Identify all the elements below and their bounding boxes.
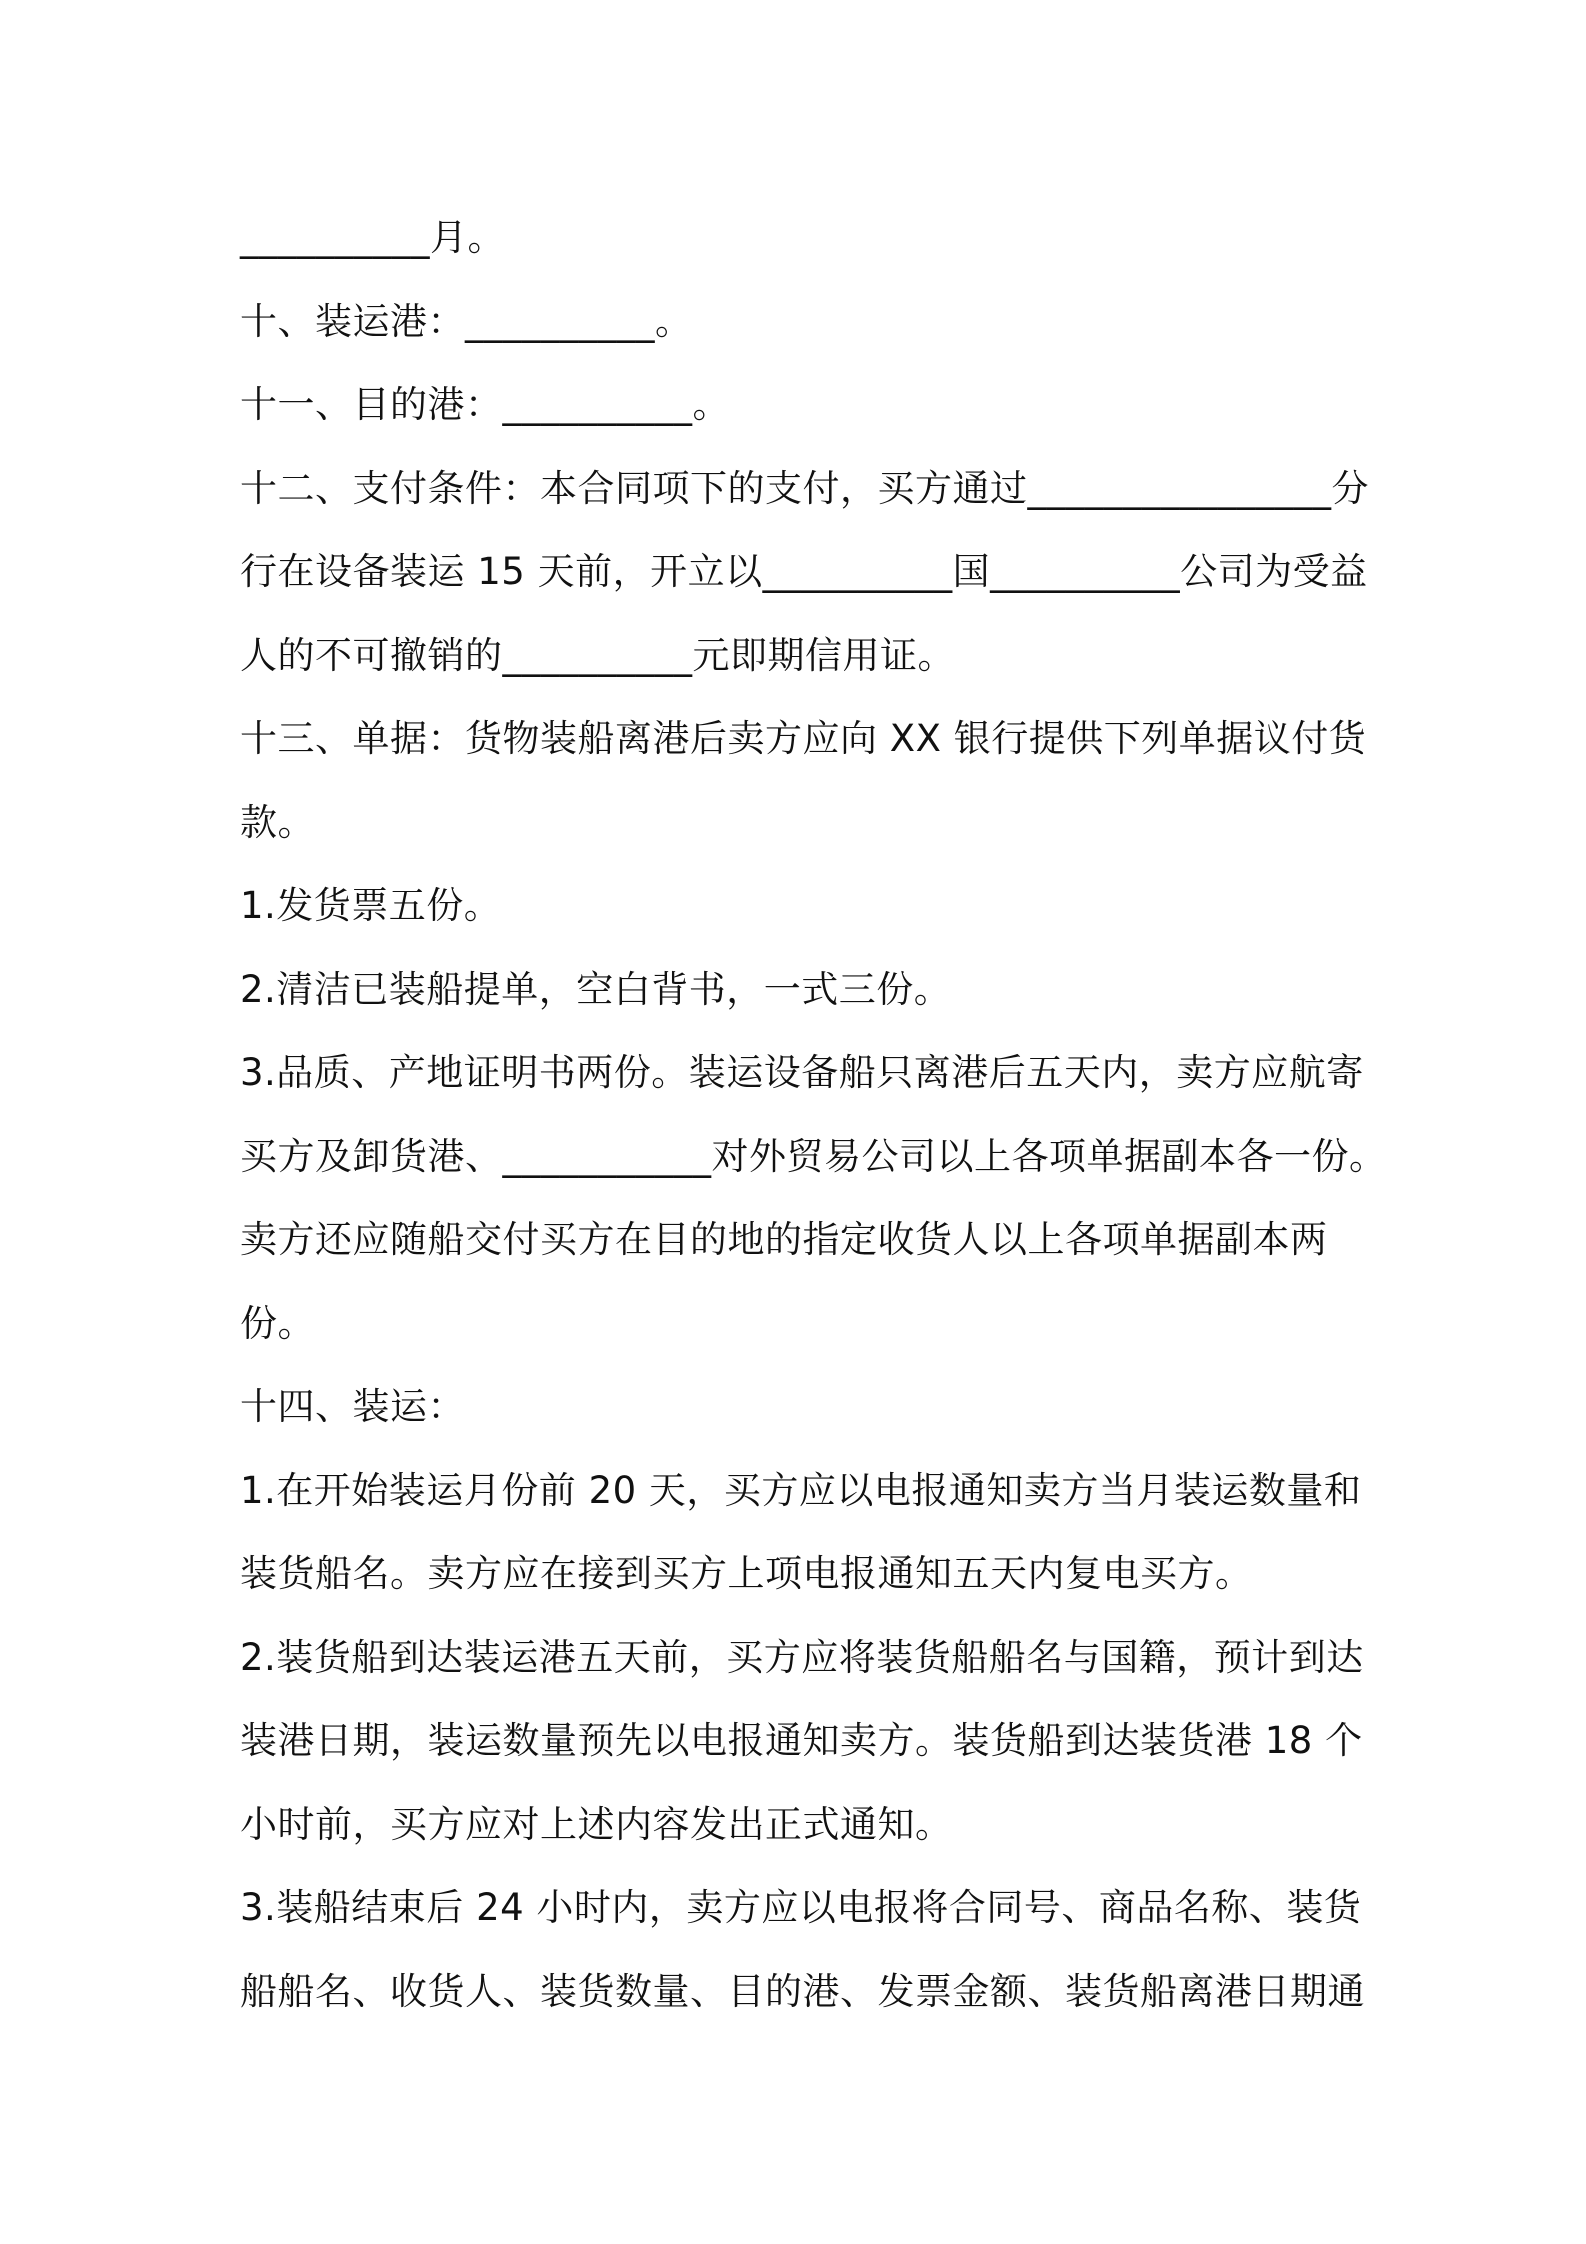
text-line: 3.品质、产地证明书两份。装运设备船只离港后五天内，卖方应航寄 (240, 1051, 1364, 1094)
text-line: 装港日期，装运数量预先以电报通知卖方。装货船到达装货港 18 个 (240, 1719, 1363, 1762)
text-line: 装货船名。卖方应在接到买方上项电报通知五天内复电买方。 (240, 1552, 1253, 1595)
text-line: 卖方还应随船交付买方在目的地的指定收货人以上各项单据副本两 (240, 1218, 1328, 1261)
text-line: 买方及卸货港、___________对外贸易公司以上各项单据副本各一份。 (240, 1134, 1387, 1178)
text-line: 2.装货船到达装运港五天前，买方应将装货船船名与国籍，预计到达 (240, 1635, 1364, 1679)
text-line: 十二、支付条件：本合同项下的支付，买方通过________________分 (240, 466, 1369, 510)
text-line: 款。 (240, 800, 315, 844)
text-line: 3.装船结束后 24 小时内，卖方应以电报将合同号、商品名称、装货 (240, 1886, 1362, 1929)
text-line: 船船名、收货人、装货数量、目的港、发票金额、装货船离港日期通 (240, 1969, 1365, 2013)
text-line: 行在设备装运 15 天前，开立以__________国__________公司为受益 (240, 550, 1368, 593)
text-line: 十三、单据：货物装船离港后卖方应向 XX 银行提供下列单据议付货 (240, 717, 1367, 760)
text-line: __________月。 (240, 216, 505, 259)
text-line: 十、装运港：__________。 (240, 299, 693, 343)
contract-body (240, 196, 1387, 2033)
text-line: 小时前，买方应对上述内容发出正式通知。 (240, 1802, 953, 1846)
text-line: 份。 (240, 1301, 315, 1345)
text-line: 人的不可撤销的__________元即期信用证。 (240, 633, 955, 677)
text-line: 2.清洁已装船提单，空白背书，一式三份。 (240, 967, 952, 1011)
text-line: 1.在开始装运月份前 20 天，买方应以电报通知卖方当月装运数量和 (240, 1468, 1362, 1512)
text-line: 十四、装运： (240, 1385, 465, 1428)
text-line: 十一、目的港：__________。 (240, 383, 730, 426)
text-line: 1.发货票五份。 (240, 884, 502, 927)
